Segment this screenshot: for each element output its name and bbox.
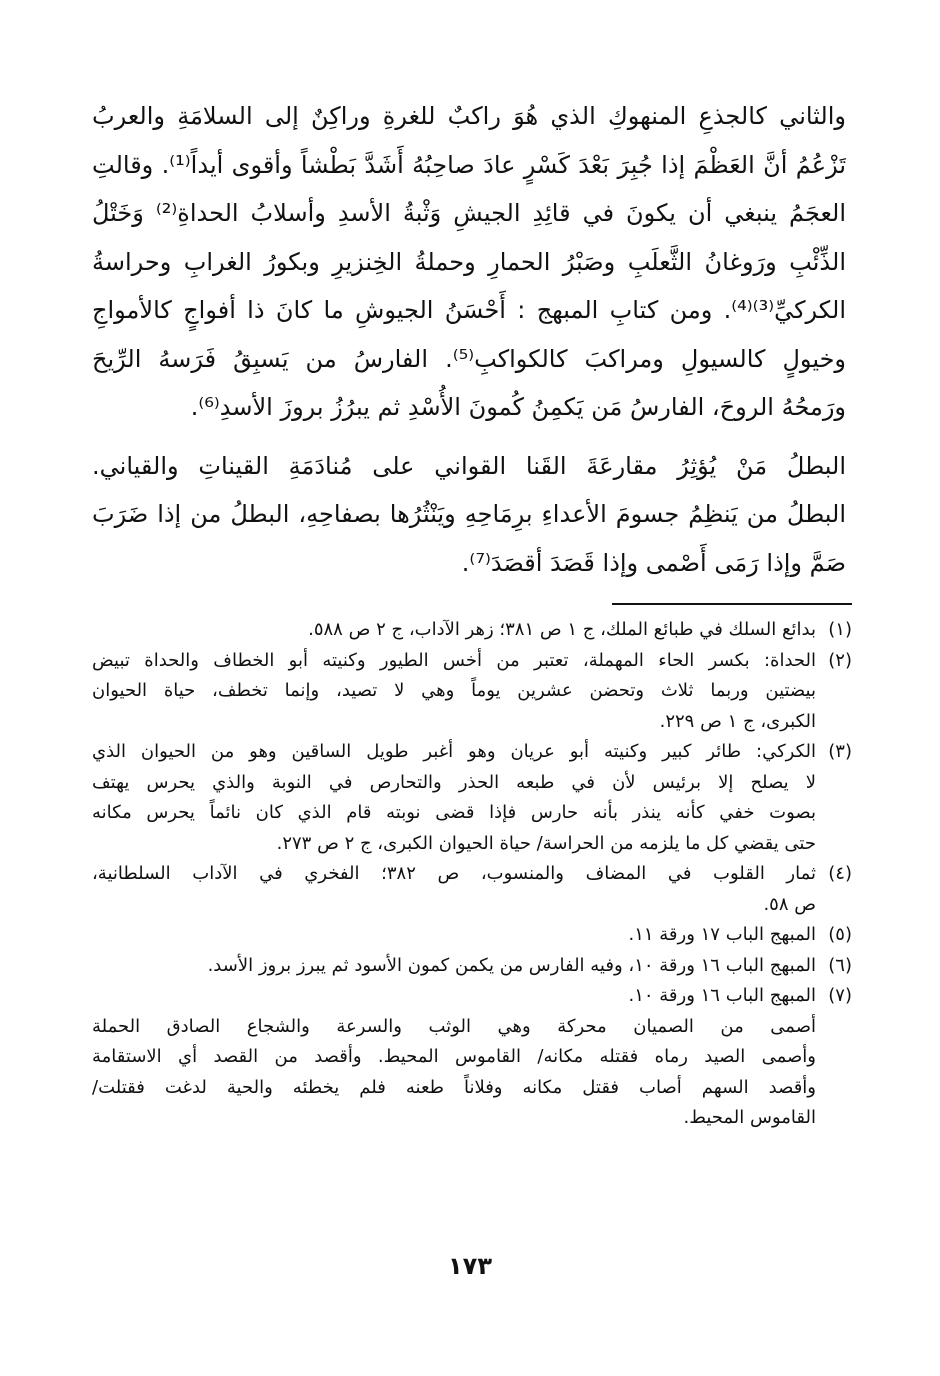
- text-line: والثاني كالجذعِ المنهوكِ الذي هُوَ راكبٌ للغرةِ وراكِنٌ إلى السلامَةِ والعربُ: [92, 102, 846, 130]
- footnote-line: بيضتين وربما ثلاث وتحضن عشرين يوماً وهي لا تصيد، وإنما تخطف، حياة الحيوان: [92, 680, 816, 701]
- footnote-line: لا يصلح إلا برئيس لأن في طبعه الحذر والتحارص في النوبة والذي يحرس يهتف: [92, 771, 816, 793]
- main-paragraph-2: [92, 442, 846, 588]
- text-line: تَزْعُمُ أنَّ العَظْمَ إذا جُبِرَ بَعْدَ كَسْرٍ عادَ صاحِبُهُ أَشَدَّ بَطْشاً وأقوى أيداً⁽¹⁾. وقالتِ: [92, 150, 846, 179]
- footnote-line: القاموس المحيط.: [683, 1107, 816, 1128]
- footnote-7-continuation: [92, 1012, 816, 1134]
- footnote-number: (٥): [828, 924, 852, 945]
- page-number: ١٧٣: [448, 1252, 492, 1280]
- footnote-number: (٣): [828, 741, 852, 762]
- text-line: العجَمُ ينبغي أن يكونَ في قائِدِ الجيشِ وَثْبةُ الأسدِ وأسلابُ الحداةِ⁽²⁾ وَخَتْلُ: [92, 199, 846, 227]
- footnote-body: [92, 737, 816, 859]
- text-line: البطلُ مَنْ يُؤثِرُ مقارعَةَ القَنا القواني على مُنادَمَةِ القيناتِ والقياني.: [92, 451, 846, 480]
- text-line: الذِّئْبِ ورَوغانُ الثَّعلَبِ وصَبْرُ الحمارِ وحملةُ الخِنزيرِ وبكورُ الغرابِ وحراسةُ: [92, 247, 846, 276]
- footnote-body: [92, 646, 816, 738]
- footnote-line: وأقصد السهم أصاب فقتل مكانه وفلاناً طعنه فلم يخطئه والحية لدغت فقتلت/: [92, 1076, 816, 1098]
- footnote-2: [92, 646, 852, 738]
- text-line: البطلُ من يَنظِمُ جسومَ الأعداءِ برِمَاحِهِ ويَنْثُرُها بصفاحِهِ، البطلُ من إذا ضَرَبَ: [92, 500, 846, 528]
- main-text: [92, 92, 846, 587]
- footnote-body: [92, 615, 816, 646]
- footnote-body: [92, 920, 816, 951]
- footnote-line: ثمار القلوب في المضاف والمنسوب، ص ٣٨٢؛ الفخري في الآداب السلطانية،: [92, 863, 816, 884]
- footnote-5: [92, 920, 852, 951]
- text-line: الكركيِّ⁽³⁾⁽⁴⁾. ومن كتابِ المبهج : أَحْسَنُ الجيوشِ ما كانَ ذا أفواجٍ كالأمواجِ: [92, 296, 846, 324]
- footnote-line: حتى يقضي كل ما يلزمه من الحراسة/ حياة الحيوان الكبرى، ج ٢ ص ٢٧٣.: [276, 832, 816, 854]
- text-line: وخيولٍ كالسيولِ ومراكبَ كالكواكبِ⁽⁵⁾. الفارسُ من يَسبِقُ فَرَسهُ الرِّيحَ: [92, 344, 846, 373]
- footnote-line: أصمى من الصميان محركة وهي الوثب والسرعة والشجاع الصادق الحملة: [92, 1015, 816, 1037]
- footnote-number: (٧): [828, 985, 852, 1006]
- footnote-6: [92, 951, 852, 982]
- footnote-line: الحداة: بكسر الحاء المهملة، تعتبر من أخس الطيور وكنيته أبو الخطاف والحداة تبيض: [92, 649, 816, 671]
- footnote-body: [92, 981, 816, 1012]
- footnote-line: الكركي: طائر كبير وكنيته أبو عريان وهو أغبر طويل الساقين وهو من الحيوان الذي: [92, 741, 816, 762]
- footnote-body: [92, 859, 816, 920]
- footnote-line: ص ٥٨.: [763, 893, 816, 915]
- footnotes: [92, 615, 852, 1134]
- footnote-7: [92, 981, 852, 1012]
- footnote-3: [92, 737, 852, 859]
- footnote-separator: [612, 603, 852, 605]
- footnote-line: بصوت خفي كأنه ينذر بأنه حارس فإذا قضى نوبته قام الذي كان نائماً يحرس مكانه: [92, 802, 816, 823]
- footnote-line: بدائع السلك في طبائع الملك، ج ١ ص ٣٨١؛ زهر الآداب، ج ٢ ص ٥٨٨.: [308, 619, 816, 640]
- footnote-number: (٦): [828, 954, 852, 976]
- footnote-line: المبهج الباب ١٦ ورقة ١٠، وفيه الفارس من يكمن كمون الأسود ثم يبرز بروز الأسد.: [207, 954, 816, 976]
- footnote-4: [92, 859, 852, 920]
- paragraph-gap: [92, 432, 846, 442]
- footnote-number: (١): [828, 619, 852, 640]
- footnote-line: المبهج الباب ١٦ ورقة ١٠.: [628, 985, 816, 1006]
- text-line: صَمَّ وإذا رَمَى أَصْمى وإذا قَصَدَ أقصَدَ⁽⁷⁾.: [461, 548, 846, 577]
- footnote-number: (٢): [828, 649, 852, 671]
- footnote-line: المبهج الباب ١٧ ورقة ١١.: [628, 924, 816, 945]
- footnote-body: [92, 951, 816, 982]
- main-paragraph-1: [92, 92, 846, 432]
- text-line: ورَمحُهُ الروحَ، الفارسُ مَن يَكمِنُ كُمونَ الأُسْدِ ثم يبرُزُ بروزَ الأسدِ⁽⁶⁾.: [190, 393, 846, 421]
- footnote-line: الكبرى، ج ١ ص ٢٢٩.: [659, 710, 816, 732]
- footnote-number: (٤): [828, 863, 852, 884]
- footnote-line: وأصمى الصيد رماه فقتله مكانه/ القاموس المحيط. وأقصد من القصد أي الاستقامة: [92, 1046, 816, 1067]
- footnote-1: [92, 615, 852, 646]
